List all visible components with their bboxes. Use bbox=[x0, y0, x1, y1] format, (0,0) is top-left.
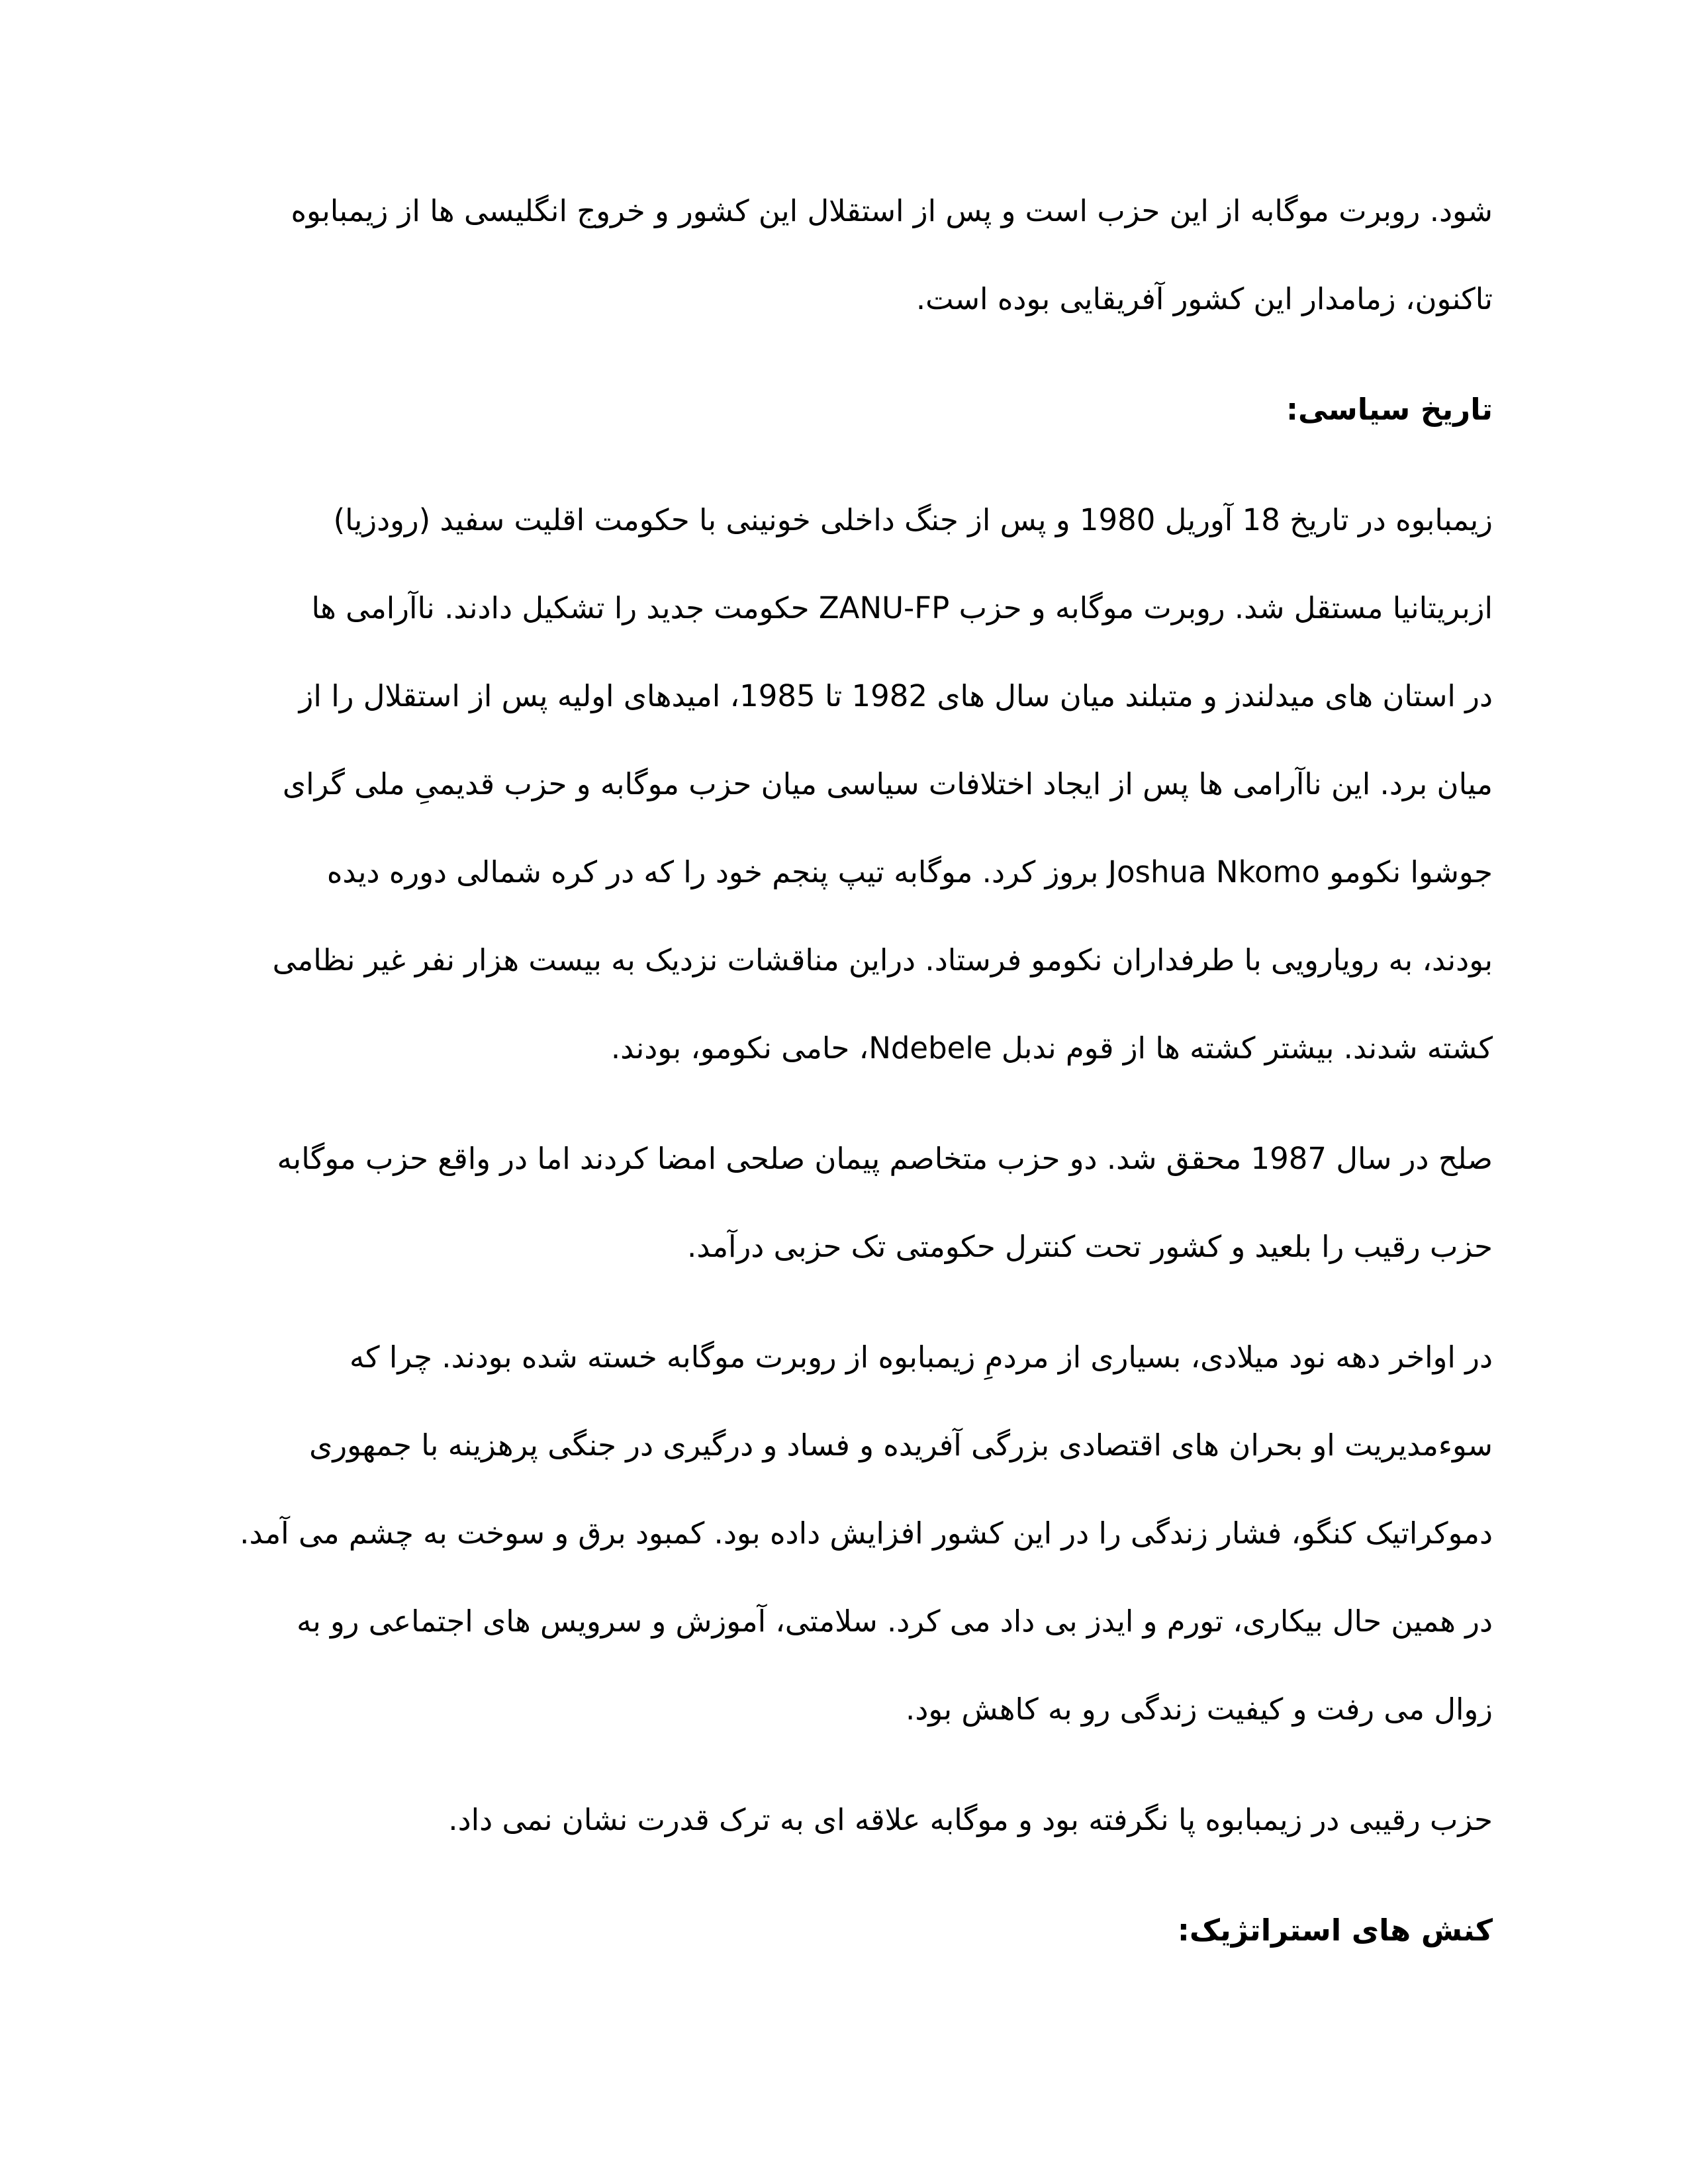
paragraph-no-rival-party bbox=[152, 1776, 1493, 1864]
body-line: شود. روبرت موگابه از این حزب است و پس از استقلال این کشور و خروج انگلیسی ها از زیمبابوه bbox=[291, 193, 1493, 228]
body-line: تاکنون، زمامدار این کشور آفریقایی بوده است. bbox=[915, 281, 1493, 316]
paragraph-late-nineties-crisis bbox=[152, 1313, 1493, 1753]
body-line: در استان های میدلندز و متبلند میان سال های 1982 تا 1985، امیدهای اولیه پس از استقلال را از bbox=[299, 678, 1493, 713]
body-line: جوشوا نکومو Joshua Nkomo بروز کرد. موگابه تیپ پنجم خود را که در کره شمالی دوره دیده bbox=[326, 854, 1493, 889]
heading-line: تاریخ سیاسی: bbox=[1286, 392, 1493, 427]
body-line: حزب رقیب را بلعید و کشور تحت کنترل حکومتی تک حزبی درآمد. bbox=[687, 1229, 1493, 1264]
body-line: حزب رقیبی در زیمبابوه پا نگرفته بود و موگابه علاقه ای به ترک قدرت نشان نمی داد. bbox=[448, 1802, 1493, 1837]
body-line: زوال می رفت و کیفیت زندگی رو به کاهش بود. bbox=[906, 1692, 1493, 1727]
section-heading-strategic-actions bbox=[152, 1886, 1493, 1974]
section-heading-political-history bbox=[152, 365, 1493, 453]
body-line: صلح در سال 1987 محقق شد. دو حزب متخاصم پیمان صلحی امضا کردند اما در واقع حزب موگابه bbox=[277, 1141, 1493, 1176]
body-line: زیمبابوه در تاریخ 18 آوریل 1980 و پس از جنگ داخلی خونینی با حکومت اقلیت سفید (رودزیا) bbox=[333, 502, 1493, 537]
body-line: در اواخر دهه نود میلادی، بسیاری از مردمِ زیمبابوه از روبرت موگابه خسته شده بودند. چرا که bbox=[349, 1340, 1493, 1375]
body-line: بودند، به رویارویی با طرفداران نکومو فرستاد. دراین مناقشات نزدیک به بیست هزار نفر غیر نظامی bbox=[272, 942, 1493, 978]
heading-line: کنش های استراتژیک: bbox=[1177, 1913, 1493, 1948]
body-line: سوءمدیریت او بحران های اقتصادی بزرگی آفریده و فساد و درگیری در جنگی پرهزینه با جمهوری bbox=[309, 1428, 1493, 1463]
body-line: کشته شدند. بیشتر کشته ها از قوم ندبل Ndebele، حامی نکومو، بودند. bbox=[610, 1030, 1493, 1066]
body-line: در همین حال بیکاری، تورم و ایدز بی داد می کرد. سلامتی، آموزش و سرویس های اجتماعی رو به bbox=[297, 1604, 1493, 1639]
body-line: ازبریتانیا مستقل شد. روبرت موگابه و حزب ZANU-FP حکومت جدید را تشکیل دادند. ناآرامی ها bbox=[311, 590, 1493, 625]
paragraph-intro-continuation bbox=[152, 167, 1493, 343]
body-line: دموکراتیک کنگو، فشار زندگی را در این کشور افزایش داده بود. کمبود برق و سوخت به چشم می آمد. bbox=[240, 1516, 1493, 1551]
paragraph-independence-unrest bbox=[152, 476, 1493, 1092]
body-line: میان برد. این ناآرامی ها پس از ایجاد اختلافات سیاسی میان حزب موگابه و حزب قدیمیِ ملی گرای bbox=[282, 766, 1493, 801]
paragraph-peace-1987 bbox=[152, 1115, 1493, 1291]
